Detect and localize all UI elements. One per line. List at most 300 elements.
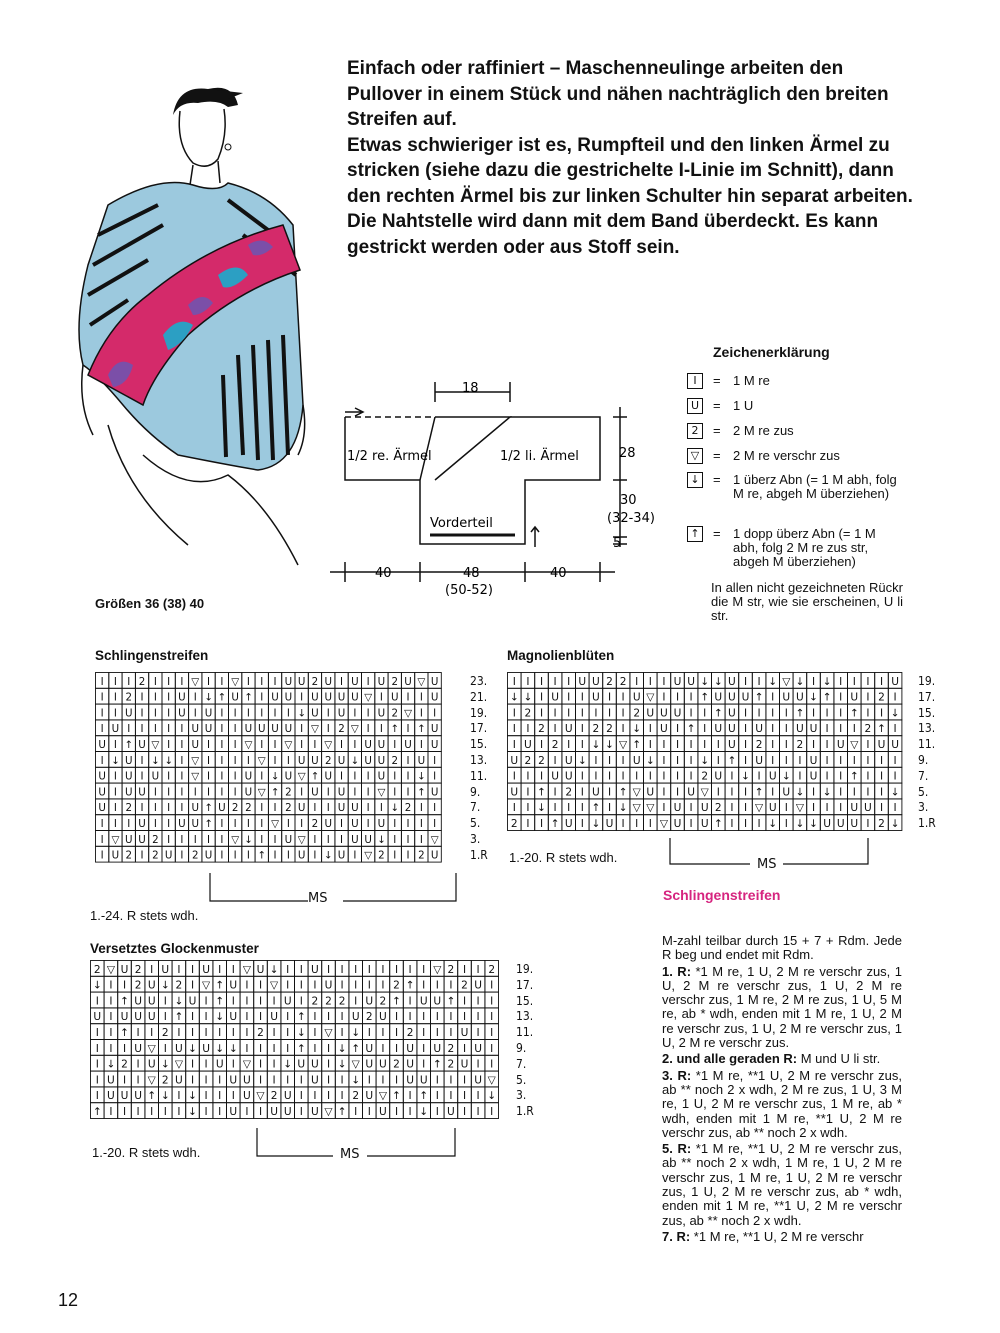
row-number: 3. [470, 832, 481, 846]
chart-symbol: I [180, 739, 184, 751]
chart-symbol: I [220, 849, 224, 862]
chart-symbol: I [326, 963, 331, 976]
chart-symbol: I [689, 691, 693, 704]
chart-symbol: I [273, 802, 277, 815]
chart-symbol: ▽ [646, 802, 655, 815]
legend-text: 1 überz Abn (= 1 M abh, folg M re, abgeh M überziehen) [733, 472, 897, 501]
legend-text: 1 U [733, 398, 754, 413]
chart-symbol: U [474, 979, 482, 992]
chart-symbol: I [233, 723, 237, 736]
chart-symbol: I [757, 770, 761, 783]
chart-symbol: U [728, 723, 736, 736]
chart-symbol: U [379, 1011, 387, 1024]
dim-top: 18 [462, 381, 479, 396]
chart-symbol: ↑ [849, 770, 859, 783]
chart-symbol: ▽ [351, 1058, 360, 1071]
chart-symbol: ▽ [270, 979, 279, 992]
chart-symbol: U [284, 675, 293, 688]
chart-symbol: ▽ [191, 675, 200, 688]
chart-symbol: I [190, 1027, 195, 1039]
chart-symbol: U [337, 849, 346, 862]
chart-symbol: I [449, 1074, 453, 1087]
chart-symbol: U [646, 707, 655, 720]
chart-symbol: I [866, 754, 870, 767]
chart-symbol: I [122, 1042, 127, 1055]
chart-symbol: I [245, 1011, 249, 1024]
chart-symbol: I [580, 802, 584, 815]
chart-symbol: ↑ [390, 723, 400, 736]
chart-title-magnolien: Magnolienblüten [507, 648, 615, 663]
chart-symbol: I [233, 707, 237, 720]
chart-symbol: I [553, 675, 557, 688]
chart-symbol: I [553, 802, 557, 815]
chart-symbol: I [207, 754, 211, 767]
chart-symbol: ↑ [618, 786, 628, 799]
chart-symbol: I [366, 802, 370, 815]
chart-symbol: U [324, 979, 333, 992]
chart-symbol: ↓ [419, 1106, 429, 1118]
row-number: 9. [470, 784, 481, 799]
dim-h2: 30 [620, 493, 637, 508]
row-number: 3. [918, 800, 929, 815]
chart-symbol: U [417, 754, 426, 767]
chart-symbol: I [140, 802, 144, 815]
chart-symbol: U [98, 802, 106, 815]
chart-symbol: U [351, 802, 359, 815]
sweater-illustration [68, 75, 338, 575]
chart-symbol: I [462, 1042, 467, 1055]
legend-text: 1 dopp überz Abn (= 1 M abh, folg 2 M re zus str, abgeh M überziehen) [733, 526, 876, 569]
chart-symbol: I [100, 707, 104, 720]
chart-symbol: U [229, 1074, 238, 1087]
chart-symbol: I [273, 754, 277, 767]
chart-symbol: ▽ [111, 833, 120, 846]
chart-symbol: I [839, 723, 843, 736]
chart-symbol: I [367, 1027, 371, 1039]
chart-symbol: I [607, 770, 612, 783]
chart-symbol: I [422, 963, 426, 976]
chart-symbol: U [324, 770, 333, 783]
chart-symbol: U [673, 802, 682, 815]
chart-symbol: 2 [391, 754, 399, 767]
chart-symbol: U [271, 723, 279, 736]
chart-symbol: I [539, 770, 544, 783]
chart-symbol: U [728, 739, 736, 751]
chart-symbol: U [592, 786, 600, 799]
chart-symbol: ▽ [433, 963, 442, 976]
chart-symbol: U [138, 739, 146, 751]
chart-symbol: ↑ [419, 1090, 429, 1103]
chart-symbol: U [578, 675, 587, 688]
chart-symbol: I [272, 995, 276, 1008]
chart-symbol: I [246, 675, 250, 688]
row-number: 17. [470, 721, 488, 736]
chart-symbol: ▽ [324, 739, 333, 751]
chart-symbol: I [286, 818, 290, 830]
chart-symbol: I [476, 1011, 480, 1024]
chart-symbol: ↓ [297, 707, 306, 720]
chart-symbol: U [796, 691, 804, 704]
chart-symbol: U [687, 675, 695, 688]
chart-symbol: U [120, 1011, 129, 1024]
chart-symbol: I [866, 707, 870, 720]
chart-symbol: ↓ [591, 739, 601, 751]
chart-symbol: I [286, 1042, 290, 1055]
chart-symbol: ↓ [713, 675, 723, 688]
chart-symbol: I [512, 770, 516, 783]
chart-symbol: I [95, 995, 99, 1008]
chart-symbol: I [771, 739, 775, 751]
chart-symbol: U [271, 691, 279, 704]
chart-symbol: U [191, 818, 200, 830]
intro-paragraph-1: Einfach oder raffiniert – Maschenneulinge arbeiten den Pullover in einem Stück und nähen nachträglich den breiten Streifen auf. [347, 58, 889, 130]
chart-symbol: I [839, 675, 843, 688]
chart-symbol: 2 [138, 675, 146, 688]
chart-symbol: I [743, 786, 748, 799]
chart-symbol: I [326, 723, 330, 736]
chart-symbol: I [167, 707, 171, 720]
chart-symbol: U [351, 675, 359, 688]
chart-symbol: U [768, 802, 777, 815]
chart-symbol: ↑ [215, 995, 225, 1008]
chart-symbol: I [260, 691, 264, 704]
chart-symbol: ▽ [297, 770, 306, 783]
chart-symbol: U [215, 1058, 224, 1071]
chart-symbol: ↑ [417, 723, 426, 736]
chart-symbol: I [381, 1074, 385, 1087]
chart-symbol: I [435, 1074, 439, 1087]
chart-symbol: 2 [510, 818, 518, 830]
chart-symbol: U [311, 707, 319, 720]
chart-symbol: U [138, 786, 146, 799]
chart-symbol: U [175, 1074, 183, 1087]
chart-symbol: ↑ [310, 770, 320, 783]
chart-symbol: I [180, 723, 184, 736]
chart-symbol: U [377, 818, 386, 830]
chart-symbol: U [270, 1106, 278, 1118]
chart-symbol: U [243, 1074, 251, 1087]
chart-symbol: U [364, 739, 372, 751]
chart-symbol: I [743, 675, 748, 688]
chart-symbol: U [151, 770, 160, 783]
chart-symbol: I [393, 818, 397, 830]
chart-symbol: I [153, 786, 157, 799]
chart-symbol: ↑ [351, 1042, 361, 1055]
chart-symbol: I [207, 770, 211, 783]
chart-symbol: I [703, 739, 707, 751]
chart-symbol: I [394, 1011, 399, 1024]
chart-symbol: ↓ [188, 1090, 197, 1103]
chart-symbol: 2 [134, 963, 142, 976]
chart-symbol: I [299, 1106, 303, 1118]
chart-symbol: 2 [125, 849, 133, 862]
chart-symbol: ↓ [605, 739, 614, 751]
row5-label: 5. R: [662, 1141, 692, 1157]
chart-symbol: U [124, 786, 133, 799]
chart-symbol: I [635, 675, 639, 688]
chart-symbol: I [462, 995, 467, 1008]
chart-symbol: I [433, 818, 437, 830]
chart-symbol: I [153, 802, 157, 815]
chart-symbol: ▽ [151, 739, 160, 751]
chart-symbol: 2 [524, 754, 532, 767]
chart-symbol: U [430, 675, 439, 688]
chart-symbol: ↓ [160, 979, 170, 992]
chart-symbol: U [377, 707, 386, 720]
chart-symbol: I [490, 995, 494, 1008]
pattern-schematic [325, 372, 655, 602]
chart-symbol: I [539, 818, 544, 830]
chart-symbol: I [366, 818, 370, 830]
chart-symbol: 2 [161, 1027, 169, 1039]
chart-symbol: I [689, 818, 693, 830]
chart-symbol: I [648, 739, 652, 751]
chart-symbol: I [127, 675, 131, 688]
chart-symbol: U [191, 723, 200, 736]
chart-symbol: I [476, 1106, 480, 1118]
chart-symbol: I [220, 739, 224, 751]
chart-symbol: I [95, 1090, 99, 1103]
chart-symbol: ▽ [850, 739, 859, 751]
chart-symbol: 2 [619, 675, 627, 688]
chart-symbol: I [526, 675, 530, 688]
chart-symbol: I [260, 675, 264, 688]
chart-symbol: I [408, 995, 412, 1008]
chart-symbol: I [220, 770, 224, 783]
chart-symbol: I [621, 770, 625, 783]
chart-symbol: ▽ [632, 786, 641, 799]
instructions-text [662, 934, 902, 1246]
chart-symbol: I [260, 818, 264, 830]
row1-label: 1. R: [662, 963, 692, 979]
chart-symbol: I [218, 1074, 222, 1087]
chart-symbol: I [180, 675, 184, 688]
chart-symbol: 2 [365, 1011, 373, 1024]
chart-symbol: 2 [864, 723, 872, 736]
chart-symbol: I [784, 754, 788, 767]
chart-symbol: I [476, 1058, 480, 1071]
chart-symbol: ↑ [754, 786, 764, 799]
chart-symbol: ↑ [257, 849, 267, 862]
chart-symbol: ▽ [350, 723, 359, 736]
chart-symbol: I [177, 1027, 181, 1039]
chart-symbol: I [462, 963, 467, 976]
chart-symbol: I [449, 1090, 453, 1103]
chart-symbol: I [113, 770, 117, 783]
chart-symbol: I [167, 675, 171, 688]
chart-symbol: I [140, 691, 144, 704]
chart-symbol: I [353, 739, 357, 751]
chart-symbol: ↓ [160, 1058, 170, 1071]
chart-symbol: I [366, 786, 370, 799]
chart-symbol: 2 [606, 723, 613, 736]
chart-symbol: ↓ [269, 963, 279, 976]
chart-symbol: 2 [134, 979, 142, 992]
chart-symbol: ↑ [795, 707, 805, 720]
chart-symbol: I [381, 1027, 385, 1039]
chart-symbol: I [299, 1074, 303, 1087]
chart-symbol: I [190, 979, 195, 992]
chart-symbol: ↑ [849, 707, 859, 720]
chart-symbol: I [607, 754, 612, 767]
chart-symbol: U [390, 691, 399, 704]
chart-symbol: U [351, 691, 359, 704]
chart-symbol: I [340, 739, 344, 751]
chart-symbol: ↑ [296, 1042, 306, 1055]
chart-symbol: U [510, 754, 519, 767]
chart-symbol: U [364, 754, 372, 767]
chart-symbol: 2 [406, 1027, 414, 1039]
chart-symbol: I [246, 754, 250, 767]
chart-symbol: I [379, 691, 383, 704]
chart-symbol: U [231, 691, 239, 704]
chart-symbol: I [419, 802, 423, 815]
chart-symbol: I [394, 1106, 399, 1118]
chart-symbol: U [365, 1090, 374, 1103]
chart-symbol: U [257, 723, 266, 736]
chart-symbol: I [113, 786, 117, 799]
chart-symbol: I [258, 979, 263, 992]
chart-symbol: I [258, 1058, 263, 1071]
chart-symbol: I [852, 786, 856, 799]
chart-symbol: I [580, 739, 584, 751]
chart-symbol: I [553, 707, 557, 720]
chart-symbol: U [124, 770, 133, 783]
chart-symbol: I [580, 786, 584, 799]
chart-symbol: 2 [285, 786, 292, 799]
dim-w2: 48 [463, 566, 480, 581]
chart-symbol: U [297, 1058, 306, 1071]
chart-symbol: ↑ [713, 707, 723, 720]
chart-symbol: 2 [352, 1090, 360, 1103]
chart-symbol: I [825, 770, 829, 783]
chart-symbol: ▽ [700, 786, 709, 799]
chart-symbol: 2 [447, 963, 455, 976]
chart-symbol: U [728, 707, 736, 720]
chart-symbol: ↑ [337, 1106, 347, 1118]
chart-symbol: ↓ [351, 1027, 361, 1039]
chart-symbol: I [354, 1106, 358, 1118]
chart-symbol: I [286, 1074, 290, 1087]
k2tog-tbl-icon: ▽ [687, 448, 703, 464]
chart-symbol: I [743, 707, 748, 720]
chart-symbol: U [229, 1011, 238, 1024]
chart-symbol: U [107, 1090, 115, 1103]
chart-symbol: I [689, 754, 693, 767]
chart-symbol: 2 [379, 995, 387, 1008]
chart-symbol: I [109, 1027, 113, 1039]
chart-symbol: ↓ [645, 754, 655, 767]
chart-symbol: I [109, 1042, 113, 1055]
chart-symbol: I [476, 1090, 480, 1103]
chart-symbol: ↓ [487, 1090, 497, 1103]
chart-symbol: U [714, 691, 723, 704]
chart-symbol: I [207, 833, 211, 846]
chart-symbol: U [243, 1090, 251, 1103]
chart-symbol: 2 [447, 1042, 455, 1055]
ms-bracket-schlingen [208, 873, 458, 913]
chart-symbol: I [621, 707, 625, 720]
chart-symbol: ▽ [782, 675, 791, 688]
chart-symbol: ▽ [231, 833, 240, 846]
chart-symbol: I [100, 691, 104, 704]
chart-symbol: U [564, 770, 573, 783]
chart-symbol: U [404, 739, 412, 751]
chart-symbol: U [124, 754, 133, 767]
chart-symbol: I [567, 691, 571, 704]
chart-symbol: ↓ [700, 754, 710, 767]
chart-symbol: ↑ [392, 995, 401, 1008]
chart-symbol: I [476, 1027, 480, 1039]
chart-symbol: U [351, 818, 359, 830]
chart-symbol: U [714, 723, 723, 736]
chart-symbol: ▽ [378, 1090, 387, 1103]
chart-symbol: I [879, 707, 884, 720]
chart-grid-magnolien [507, 672, 912, 837]
dim-h2b: (32-34) [607, 511, 655, 526]
chart-symbol: U [283, 995, 292, 1008]
chart-symbol: ↓ [632, 723, 642, 736]
chart-symbol: ▽ [324, 1027, 333, 1039]
chart-symbol: U [592, 691, 600, 704]
chart-symbol: ↑ [120, 995, 129, 1008]
chart-symbol: I [852, 754, 856, 767]
row3-label: 3. R: [662, 1067, 692, 1083]
chart-symbol: ↓ [188, 1042, 197, 1055]
chart-symbol: I [260, 739, 264, 751]
chart-symbol: 2 [393, 1058, 400, 1071]
chart-symbol: I [140, 754, 144, 767]
chart-symbol: U [134, 1042, 142, 1055]
chart-symbol: I [784, 739, 788, 751]
chart-symbol: ▽ [106, 963, 115, 976]
chart-symbol: I [607, 786, 612, 799]
chart-symbol: U [592, 675, 600, 688]
chart-symbol: I [379, 723, 383, 736]
chart-symbol: ↓ [106, 1058, 116, 1071]
chart-symbol: I [512, 723, 516, 736]
chart-symbol: ↓ [390, 802, 400, 815]
chart-symbol: I [839, 707, 843, 720]
chart-symbol: I [180, 833, 184, 846]
chart-symbol: I [233, 786, 237, 799]
chart-symbol: I [539, 675, 544, 688]
sizes-label: Größen 36 (38) 40 [95, 596, 205, 611]
chart-symbol: ▽ [487, 1074, 496, 1087]
chart-symbol: ▽ [795, 802, 804, 815]
row2-label: 2. und alle geraden R: [662, 1051, 798, 1067]
chart-symbol: I [190, 1074, 195, 1087]
chart-symbol: I [258, 1106, 263, 1118]
chart-symbol: I [526, 818, 530, 830]
chart-symbol: U [406, 1058, 414, 1071]
chart-symbol: I [743, 802, 748, 815]
chart-symbol: I [286, 754, 290, 767]
chart-symbol: I [231, 1090, 235, 1103]
chart-title-glocken: Versetztes Glockenmuster [90, 941, 259, 956]
chart-symbol: U [404, 675, 412, 688]
chart-symbol: 2 [311, 818, 319, 830]
chart-symbol: I [893, 802, 897, 815]
chart-symbol: I [811, 786, 816, 799]
chart-symbol: I [193, 833, 197, 846]
chart-symbol: I [231, 963, 235, 976]
chart-symbol: I [193, 786, 197, 799]
chart-symbol: ↓ [188, 1106, 197, 1118]
chart-symbol: I [167, 818, 171, 830]
chart-symbol: I [313, 1011, 317, 1024]
chart-symbol: I [435, 979, 439, 992]
